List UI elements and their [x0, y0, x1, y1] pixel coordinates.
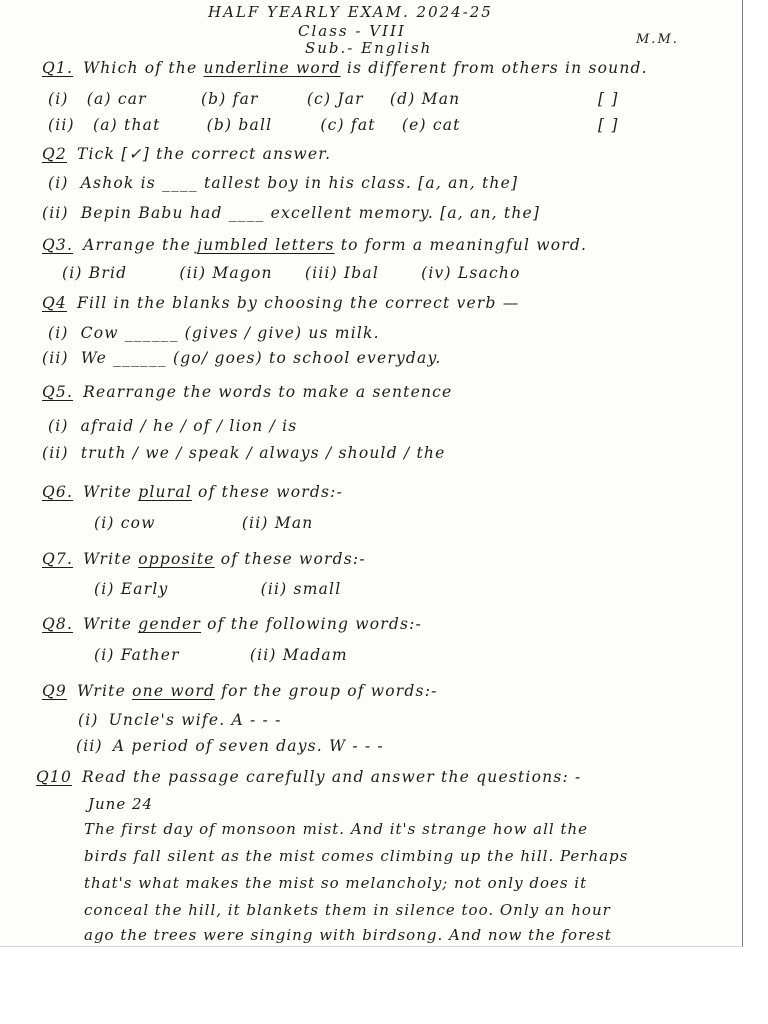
question-4-item-1: (i) Cow ______ (gives / give) us milk. — [48, 324, 380, 342]
question-9-item-1: (i) Uncle's wife. A - - - — [78, 711, 282, 729]
passage-date: June 24 — [88, 795, 154, 813]
question-1-item-1: (i) (a) car (b) far (c) Jar (d) Man [ ] — [48, 90, 619, 108]
question-2-item-1: (i) Ashok is ____ tallest boy in his class. [a, an, the] — [48, 174, 519, 192]
question-9-item-2: (ii) A period of seven days. W - - - — [76, 737, 384, 755]
question-4-item-2: (ii) We ______ (go/ goes) to school everyday. — [42, 349, 442, 367]
question-5-item-2: (ii) truth / we / speak / always / should / the — [42, 444, 446, 462]
class-label: Class - VIII — [298, 22, 406, 40]
question-8-items: (i) Father (ii) Madam — [94, 646, 348, 664]
question-10: Q10 Read the passage carefully and answer the questions: - — [36, 768, 582, 786]
question-3-items: (i) Brid (ii) Magon (iii) Ibal (iv) Lsacho — [62, 264, 521, 282]
question-4: Q4 Fill in the blanks by choosing the correct verb — — [42, 294, 520, 312]
question-5: Q5. Rearrange the words to make a sentence — [42, 383, 453, 401]
max-marks-label: M.M. — [636, 32, 679, 47]
question-5-item-1: (i) afraid / he / of / lion / is — [48, 417, 298, 435]
passage-line-2: birds fall silent as the mist comes climbing up the hill. Perhaps — [84, 847, 629, 865]
subject-label: Sub.- English — [305, 39, 433, 57]
question-2: Q2 Tick [✓] the correct answer. — [42, 145, 332, 163]
question-6: Q6. Write plural of these words:- — [42, 483, 344, 501]
question-7: Q7. Write opposite of these words:- — [42, 550, 366, 568]
question-6-items: (i) cow (ii) Man — [94, 514, 314, 532]
question-3: Q3. Arrange the jumbled letters to form a meaningful word. — [42, 236, 588, 254]
question-9: Q9 Write one word for the group of words:- — [42, 682, 438, 700]
question-7-items: (i) Early (ii) small — [94, 580, 342, 598]
passage-line-1: The first day of monsoon mist. And it's strange how all the — [84, 820, 589, 838]
question-1-item-2: (ii) (a) that (b) ball (c) fat (e) cat [ ] — [48, 116, 619, 134]
exam-title: HALF YEARLY EXAM. 2024-25 — [208, 3, 493, 21]
passage-line-5: ago the trees were singing with birdsong. And now the forest — [84, 926, 612, 944]
question-2-item-2: (ii) Bepin Babu had ____ excellent memory. [a, an, the] — [42, 204, 541, 222]
question-8: Q8. Write gender of the following words:- — [42, 615, 422, 633]
passage-line-3: that's what makes the mist so melancholy; not only does it — [84, 874, 588, 892]
question-1: Q1. Which of the underline word is different from others in sound. — [42, 59, 648, 77]
passage-line-4: conceal the hill, it blankets them in silence too. Only an hour — [84, 901, 611, 919]
